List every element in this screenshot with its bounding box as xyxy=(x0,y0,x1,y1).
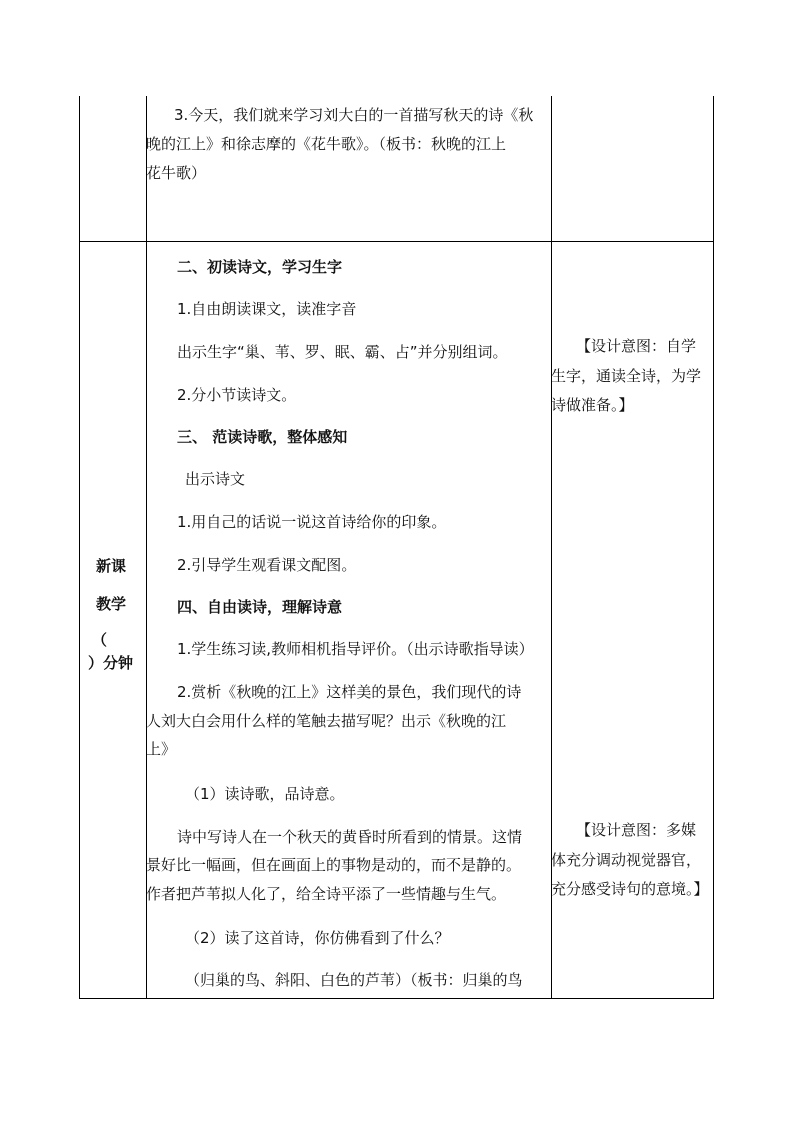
table-bottom-border xyxy=(79,998,714,999)
top-paragraph-line-3: 花牛歌） xyxy=(146,164,207,182)
observed-items-line: （归巢的鸟、斜阳、白色的芦苇）（板书：归巢的鸟 xyxy=(185,971,523,989)
design-note-2-line-3: 充分感受诗句的意境。】 xyxy=(551,880,709,898)
top-paragraph-line-2: 晚的江上》和徐志摩的《花牛歌》。（板书：秋晚的江上 xyxy=(146,135,507,153)
heading-initial-reading: 二、初读诗文，学习生字 xyxy=(177,258,343,276)
poem-analysis-line-2: 景好比一幅画，但在画面上的事物是动的，而不是静的。 xyxy=(146,856,522,874)
appreciation-line-2: 人刘大白会用什么样的笔触去描写呢？出示《秋晚的江 xyxy=(146,712,507,730)
step-view-illustration: 2.引导学生观看课文配图。 xyxy=(177,556,357,574)
top-paragraph-line-1: 3.今天，我们就来学习刘大白的一首描写秋天的诗《秋 xyxy=(174,106,534,124)
section-label-line-2: 教学 xyxy=(96,595,127,613)
step-read-aloud: 1.自由朗读课文，读准字音 xyxy=(177,300,357,318)
poem-analysis-line-1: 诗中写诗人在一个秋天的黄昏时所看到的情景。这情 xyxy=(177,828,523,846)
design-note-1-line-3: 诗做准备。】 xyxy=(551,396,634,414)
heading-free-reading: 四、自由读诗，理解诗意 xyxy=(177,598,343,616)
step-practice-reading: 1.学生练习读,教师相机指导评价。（出示诗歌指导读） xyxy=(177,640,534,658)
appreciation-line-3: 上》 xyxy=(146,740,177,758)
step-read-sections: 2.分小节读诗文。 xyxy=(177,386,297,404)
design-note-2-line-1: 【设计意图：多媒 xyxy=(576,821,697,839)
poem-analysis-line-3: 作者把芦苇拟人化了，给全诗平添了一些情趣与生气。 xyxy=(146,885,507,903)
section-label-line-1: 新课 xyxy=(96,557,127,575)
row-divider xyxy=(79,241,714,242)
show-poem-text: 出示诗文 xyxy=(185,470,246,488)
design-note-2-line-2: 体充分调动视觉器官， xyxy=(551,851,702,869)
step-describe-impression: 1.用自己的话说一说这首诗给你的印象。 xyxy=(177,513,447,531)
table-right-border xyxy=(713,96,714,999)
heading-model-reading: 三、 范读诗歌，整体感知 xyxy=(177,428,348,446)
appreciation-line-1: 2.赏析《秋晚的江上》这样美的景色，我们现代的诗 xyxy=(177,683,522,701)
sub-step-read-poem: （1）读诗歌，品诗意。 xyxy=(185,785,345,803)
table-left-border xyxy=(79,96,80,999)
section-label-line-3: （ xyxy=(92,631,108,649)
new-characters-line: 出示生字“巢、苇、罗、眠、霸、占”并分别组词。 xyxy=(177,343,508,361)
design-note-1-line-2: 生字，通读全诗，为学 xyxy=(551,367,702,385)
design-note-1-line-1: 【设计意图：自学 xyxy=(576,337,697,355)
section-label-line-4: ）分钟 xyxy=(88,654,134,672)
sub-step-what-you-see: （2）读了这首诗，你仿佛看到了什么？ xyxy=(185,929,450,947)
